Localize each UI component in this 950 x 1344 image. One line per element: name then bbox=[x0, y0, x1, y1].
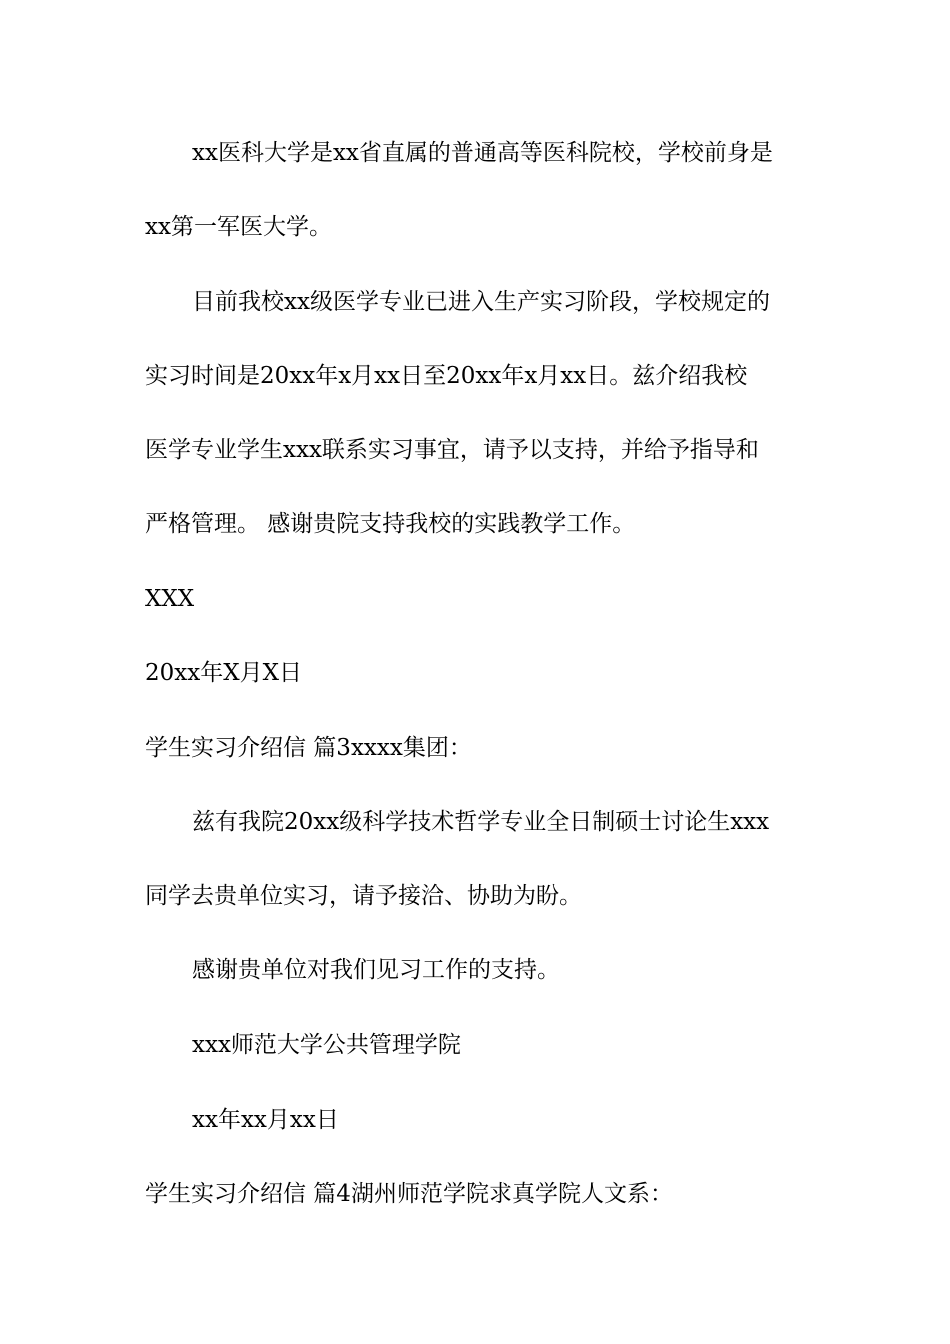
section-heading: 学生实习介绍信 篇3xxxx集团： bbox=[145, 735, 472, 761]
paragraph-line: 严格管理。 感谢贵院支持我校的实践教学工作。 bbox=[145, 511, 636, 537]
date-line: 20xx年X月X日 bbox=[145, 660, 302, 686]
paragraph-line: 兹有我院20xx级科学技术哲学专业全日制硕士讨论生xxx bbox=[192, 809, 770, 835]
paragraph-line: xx医科大学是xx省直属的普通高等医科院校，学校前身是 bbox=[192, 140, 773, 166]
paragraph-line: xx第一军医大学。 bbox=[145, 214, 332, 240]
section-heading: 学生实习介绍信 篇4湖州师范学院求真学院人文系： bbox=[145, 1181, 673, 1207]
paragraph-line: 实习时间是20xx年x月xx日至20xx年x月xx日。兹介绍我校 bbox=[145, 363, 748, 389]
paragraph-line: 医学专业学生xxx联系实习事宜，请予以支持，并给予指导和 bbox=[145, 437, 759, 463]
paragraph-line: 目前我校xx级医学专业已进入生产实习阶段，学校规定的 bbox=[192, 289, 770, 315]
signature-line: xxx师范大学公共管理学院 bbox=[192, 1032, 461, 1058]
paragraph-line: 感谢贵单位对我们见习工作的支持。 bbox=[192, 957, 560, 983]
signature-line: XXX bbox=[145, 586, 195, 612]
date-line: xx年xx月xx日 bbox=[192, 1107, 339, 1133]
paragraph-line: 同学去贵单位实习，请予接洽、协助为盼。 bbox=[145, 883, 582, 909]
